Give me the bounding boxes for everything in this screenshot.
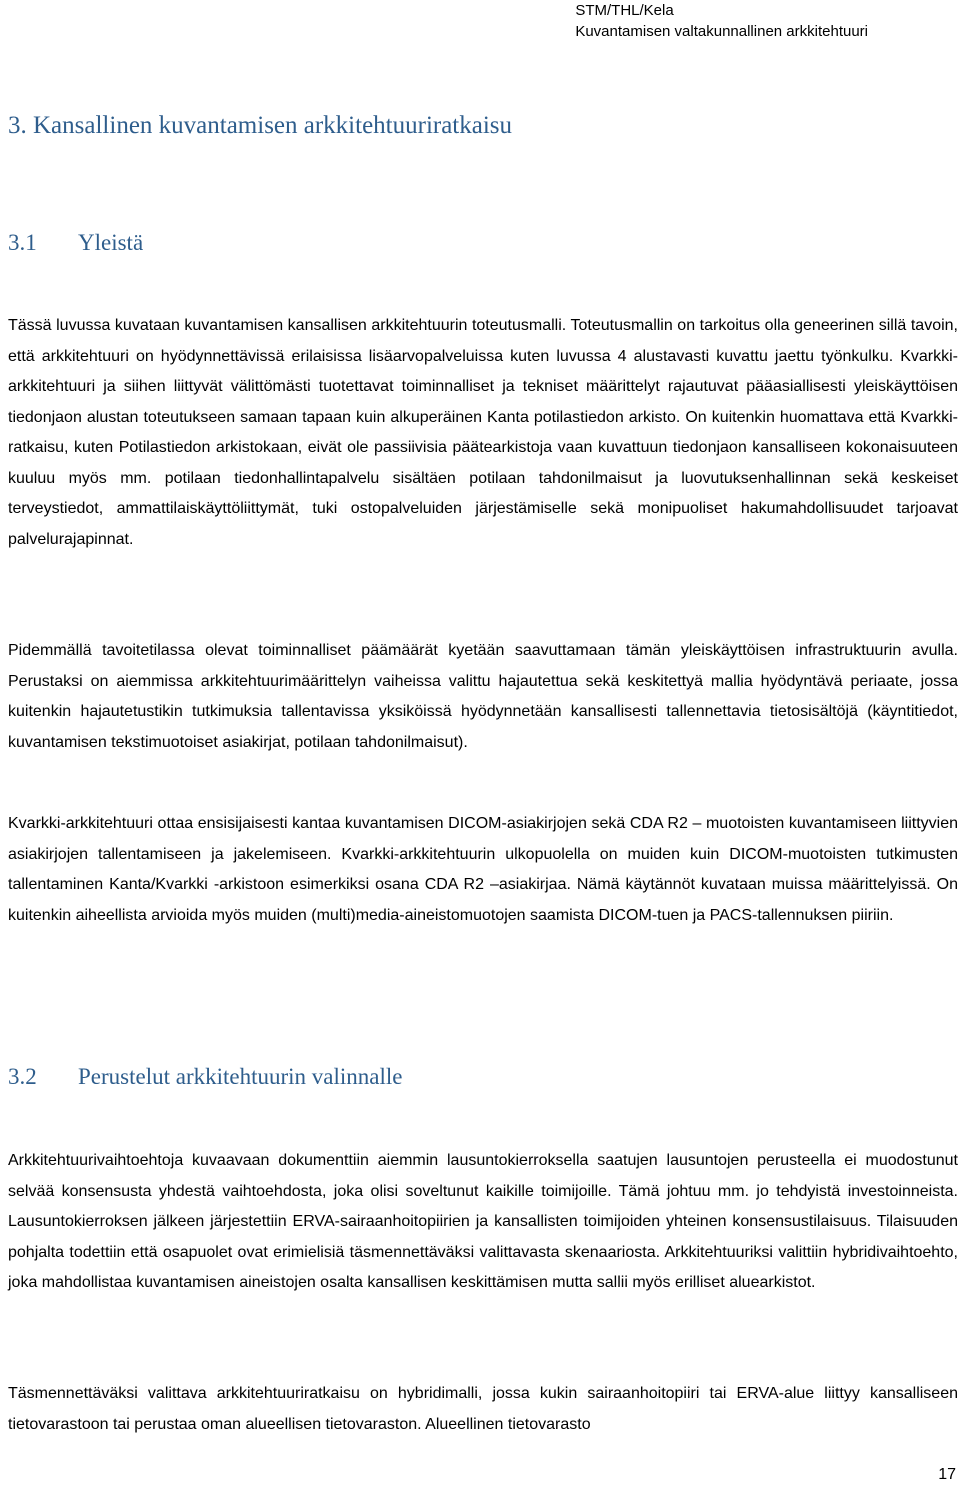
paragraph-3-1-a: Tässä luvussa kuvataan kuvantamisen kansallisen arkkitehtuurin toteutusmalli. Toteutusmallin on tarkoitus olla geneerinen sillä tavoin, että arkkitehtuuri on hyödynnettävissä erilaisissa lisäarvopalveluissa kuten luvussa 4 alustavasti kuvattu jaettu työnkulku. Kvarkki-arkkitehtuuri ja siihen liittyvät välittömästi tuotettavat toiminnalliset ja tekniset määrittelyt rajautuvat pääasiallisesti yleiskäyttöisen tiedonjaon alustan toteutukseen samaan tapaan kuin alkuperäinen Kanta potilastiedon arkisto. On kuitenkin huomattava että Kvarkki-ratkaisu, kuten Potilastiedon arkistokaan, eivät ole passiivisia päätearkistoja vaan kuvattuun tiedonjaon kansalliseen kokonaisuuteen kuuluu myös mm. potilaan tiedonhallintapalvelu sisältäen potilaan tahdonilmaisut ja luovutuksenhallinnan sekä keskeiset terveystiedot, ammattilaiskäyttöliittymät, tuki ostopalveluiden järjestämiselle sekä monipuoliset hakumahdollisuudet tarjoavat palvelurajapinnat. [8,317,958,548]
header-org: STM/THL/Kela [575,2,674,19]
page-number: 17 [938,1466,956,1483]
page-header [575,0,868,42]
section-3-1-title: Yleistä [78,230,144,255]
section-3-2-title: Perustelut arkkitehtuurin valinnalle [78,1064,403,1089]
paragraph-3-1-b: Pidemmällä tavoitetilassa olevat toiminnalliset päämäärät kyetään saavuttamaan tämän yleiskäyttöisen infrastruktuurin avulla. Perustaksi on aiemmissa arkkitehtuurimäärittelyn vaiheissa valittu hajautettua sekä keskitettyä mallia hyödyntävä periaate, jossa kuitenkin hajautetustikin tutkimuksia tallentavissa yksiköissä hyödynnetään kansallisesti tallennettavia tietosisältöjä (käyntitiedot, kuvantamisen tekstimuotoiset asiakirjat, potilaan tahdonilmaisut). [8,642,958,751]
paragraph-3-2-b: Täsmennettäväksi valittava arkkitehtuuriratkaisu on hybridimalli, jossa kukin sairaanhoitopiiri tai ERVA-alue liittyy kansalliseen tietovarastoon tai perustaa oman alueellisen tietovaraston. Alueellinen tietovarasto [8,1385,958,1433]
section-3-heading: 3. Kansallinen kuvantamisen arkkitehtuuriratkaisu [8,112,513,139]
section-3-1-number: 3.1 [8,230,37,255]
section-3-2-number: 3.2 [8,1064,37,1089]
paragraph-3-1-c: Kvarkki-arkkitehtuuri ottaa ensisijaisesti kantaa kuvantamisen DICOM-asiakirjojen sekä CDA R2 – muotoisten kuvantamiseen liittyvien asiakirjojen tallentamiseen ja jakelemiseen. Kvarkki-arkkitehtuurin ulkopuolella on muiden kuin DICOM-muotoisten tutkimusten tallentaminen Kanta/Kvarkki -arkistoon esimerkiksi osana CDA R2 –asiakirjaa. Nämä käytännöt kuvataan muissa määrittelyissä. On kuitenkin aiheellista arvioida myös muiden (multi)media-aineistomuotojen saamista DICOM-tuen ja PACS-tallennuksen piiriin. [8,815,958,924]
section-3-1-heading [8,230,143,256]
section-3-2-heading [8,1064,402,1090]
header-doc-title: Kuvantamisen valtakunnallinen arkkitehtuuri [575,23,868,40]
paragraph-3-2-a: Arkkitehtuurivaihtoehtoja kuvaavaan dokumenttiin aiemmin lausuntokierroksella saatujen lausuntojen perusteella ei muodostunut selvää konsensusta yhdestä vaihtoehdosta, joka olisi soveltunut kaikille toimijoille. Tämä johtuu mm. jo tehdyistä investoinneista. Lausuntokierroksen jälkeen järjestettiin ERVA-sairaanhoitopiirien ja kansallisten toimijoiden yhteinen konsensustilaisuus. Tilaisuuden pohjalta todettiin että osapuolet ovat erimielisiä täsmennettäväksi valittavasta skenaariosta. Arkkitehtuuriksi valittiin hybridivaihtoehto, joka mahdollistaa kuvantamisen aineistojen osalta kansallisen keskittämisen mutta sallii myös erilliset aluearkistot. [8,1152,958,1291]
